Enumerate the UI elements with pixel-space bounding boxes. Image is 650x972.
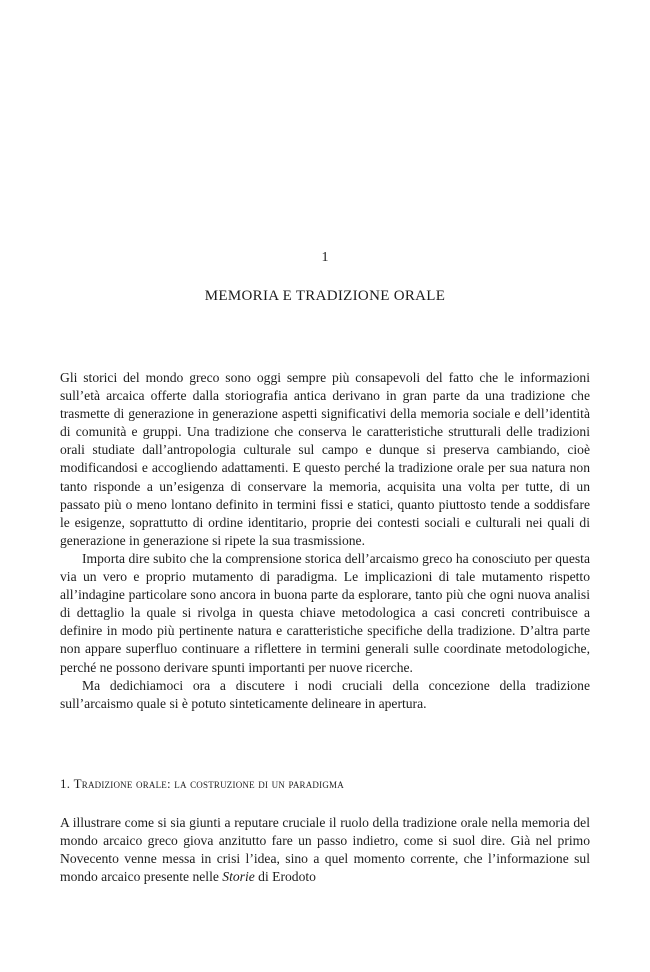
paragraph-text: di Erodoto [254, 869, 316, 885]
paragraph: Ma dedichiamoci ora a discutere i nodi cruciali della concezione della tradizione sull’arcaismo quale si è potuto sinteticamente delineare in apertura. [60, 677, 590, 711]
chapter-number: 1 [321, 250, 329, 265]
paragraph: Gli storici del mondo greco sono oggi sempre più consapevoli del fatto che le informazioni sull’età arcaica offerte dalla storiografia antica derivano in gran parte da una tradizione che trasmette di generazione in generazione aspetti significativi della memoria sociale e dell’identità di comunità e gruppi. Una tradizione che conserva le caratteristiche strutturali delle tradizioni orali studiate dall’antropologia culturale sul campo e dunque si preserva cambiando, cioè modificandosi e accogliendo adattamenti. E questo perché la tradizione orale per sua natura non tanto risponde a un’esigenza di conservare la memoria, acquisita una volta per tutte, di un passato più o meno lontano definito in termini fissi e statici, quanto piuttosto tende a soddisfare le esigenze, soprattutto di ordine identitario, proprie dei contesti sociali e culturali nei quali di generazione in generazione si ripete la sua trasmissione. [60, 370, 590, 548]
book-title: Storie [222, 869, 255, 885]
paragraph: Importa dire subito che la comprensione storica dell’arcaismo greco ha conosciuto per questa via un vero e proprio mutamento di paradigma. Le implicazioni di tale mutamento rispetto all’indagine particolare sono ancora in buona parte da esplorare, tanto più che ogni nuova analisi di dettaglio la quale si rivolga in questa chiave metodologica a casi concreti contribuisce a definire in modo più pertinente natura e caratteristiche specifiche della tradizione. D’altra parte non appare superfluo continuare a riflettere in termini generali sulle coordinate metodologiche, perché ne possono derivare spunti importanti per nuove ricerche. [60, 550, 590, 675]
paragraph [60, 814, 590, 886]
chapter-title: MEMORIA E TRADIZIONE ORALE [204, 288, 446, 304]
section-heading [60, 776, 590, 792]
section-body [60, 814, 590, 886]
paragraph-text: A illustrare come si sia giunti a reputare cruciale il ruolo della tradizione orale nella memoria del mondo arcaico greco giova anzitutto fare un passo indietro, come si suol dire. Già nel primo Novecento venne messa in crisi l’idea, sino a quel momento corrente, che l’informazione sul mondo arcaico presente nelle [60, 815, 590, 885]
section-number: 1. [60, 776, 71, 791]
section-title: Tradizione orale: la costruzione di un paradigma [73, 776, 344, 791]
chapter-body [60, 369, 590, 713]
